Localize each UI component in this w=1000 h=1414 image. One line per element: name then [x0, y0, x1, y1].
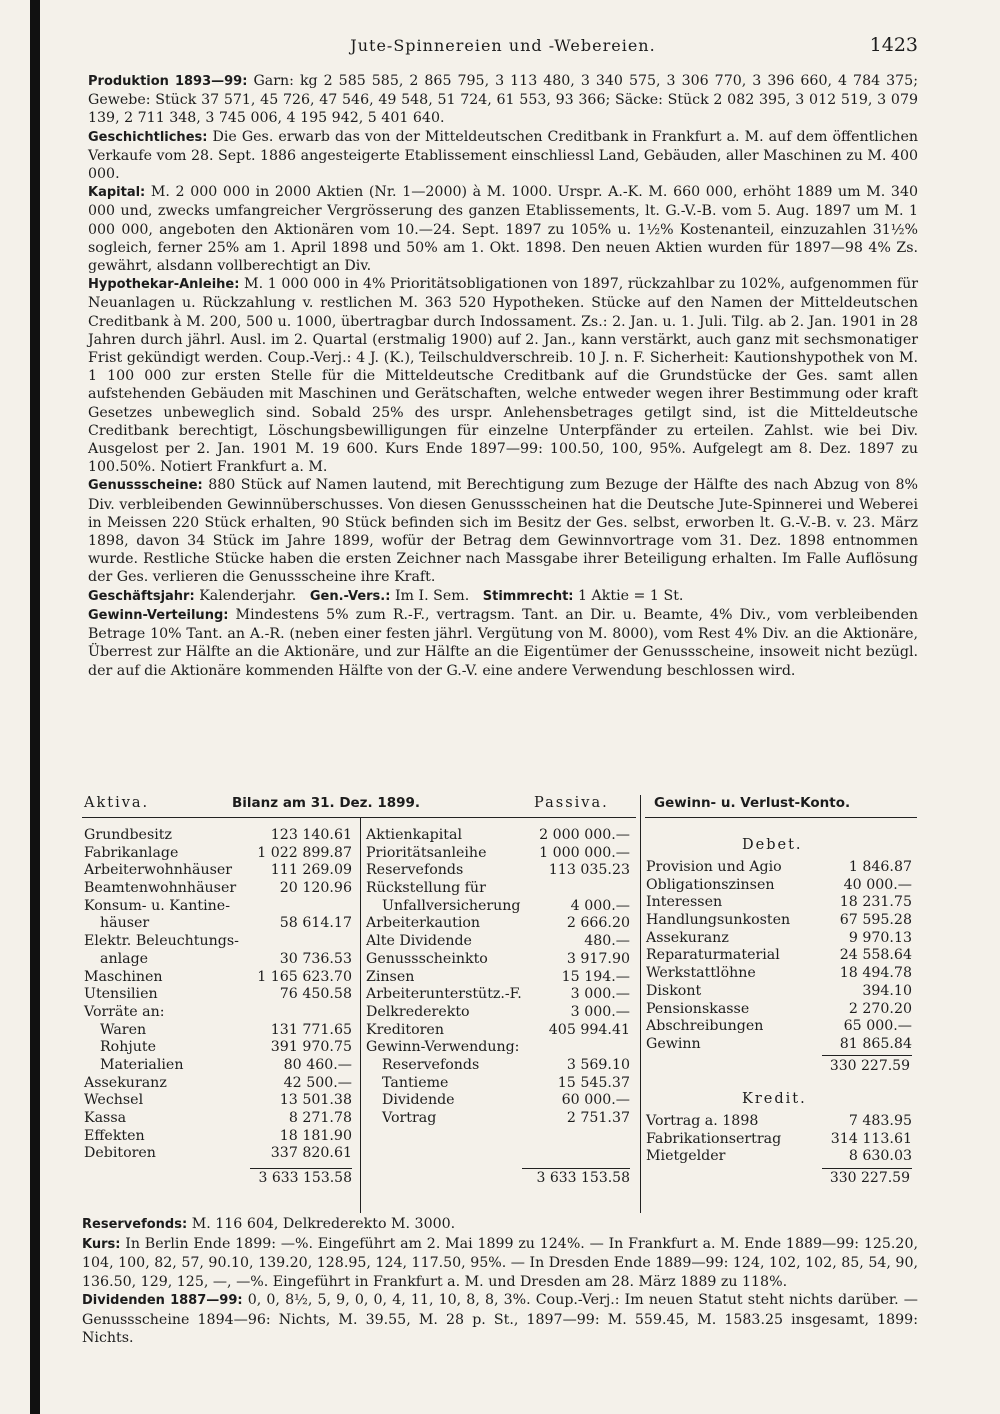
ledger-row [84, 1022, 352, 1040]
ledger-value: 113 035.23 [548, 862, 630, 879]
ledger-label: Arbeiterunterstütz.-F. [366, 986, 522, 1003]
ledger-row [84, 1110, 352, 1128]
ledger-value: 15 545.37 [557, 1074, 630, 1091]
ledger-row [646, 877, 912, 895]
ledger-row [84, 1145, 352, 1163]
aktiva-total: 3 633 153.58 [258, 1170, 352, 1186]
ledger-value: 131 771.65 [270, 1021, 352, 1038]
ledger-value: 18 231.75 [839, 894, 912, 911]
kredit-list [646, 1113, 912, 1166]
ledger-row [366, 898, 630, 916]
ledger-value: 24 558.64 [839, 947, 912, 964]
ledger-value: 7 483.95 [848, 1113, 912, 1129]
ledger-label: Assekuranz [646, 929, 729, 946]
ledger-label: Reservefonds [382, 1056, 480, 1073]
gv-top-rule [645, 817, 917, 818]
ledger-label: anlage [100, 950, 149, 967]
ledger-label: Tantieme [382, 1074, 449, 1091]
ledger-label: Fabrikanlage [84, 844, 179, 861]
ledger-row [84, 969, 352, 987]
ledger-row [84, 845, 352, 863]
section-geschaeftsjahr: Geschäftsjahr: Kalenderjahr. Gen.-Vers.: Im I. Sem. Stimmrecht: 1 Aktie = 1 St. [88, 587, 684, 604]
ledger-label: Elektr. Beleuchtungs- [84, 933, 239, 950]
ledger-label: Aktienkapital [366, 827, 462, 843]
balance-title: Bilanz am 31. Dez. 1899. [232, 795, 421, 811]
ledger-value: 3 569.10 [566, 1056, 630, 1073]
ledger-label: Handlungsunkosten [646, 912, 791, 929]
ledger-row [366, 1022, 630, 1040]
ledger-label: Gewinn-Verwendung: [366, 1039, 520, 1056]
ledger-row [366, 1110, 630, 1128]
kredit-sum-rule [822, 1168, 912, 1169]
ledger-row [84, 933, 352, 951]
ledger-row [366, 915, 630, 933]
page-number: 1423 [869, 34, 918, 56]
ledger-label: Reservefonds [366, 862, 464, 879]
ledger-row [646, 930, 912, 948]
ledger-label: Zinsen [366, 968, 415, 985]
ledger-value: 123 140.61 [270, 827, 352, 843]
ledger-value: 20 120.96 [279, 880, 352, 897]
ledger-label: Gewinn [646, 1035, 701, 1052]
gv-divider [640, 795, 641, 1213]
ledger-row [84, 1128, 352, 1146]
aktiva-list [84, 827, 352, 1163]
ledger-row [646, 1131, 912, 1149]
balance-sheet [82, 795, 918, 1213]
ledger-row [646, 947, 912, 965]
ledger-label: Unfallversicherung [382, 897, 521, 914]
ledger-value: 2 270.20 [848, 1000, 912, 1017]
ledger-label: Dividende [382, 1092, 455, 1109]
ledger-label: Obligationszinsen [646, 876, 775, 893]
ledger-row [366, 1039, 630, 1057]
ledger-row [646, 1113, 912, 1131]
ledger-value: 394.10 [862, 982, 912, 999]
ledger-row [84, 951, 352, 969]
note-reservefonds: Reservefonds: M. 116 604, Delkrederekto M. 3000. [82, 1216, 456, 1232]
ledger-label: Diskont [646, 982, 702, 999]
ledger-value: 314 113.61 [830, 1130, 912, 1147]
debet-list [646, 859, 912, 1054]
ledger-value: 405 994.41 [548, 1021, 630, 1038]
ledger-label: Grundbesitz [84, 827, 172, 843]
ledger-row [84, 1075, 352, 1093]
ledger-row [366, 880, 630, 898]
ledger-value: 65 000.— [843, 1018, 912, 1035]
ledger-row [646, 1148, 912, 1166]
ledger-value: 76 450.58 [279, 986, 352, 1003]
ledger-label: Genussscheinkto [366, 950, 488, 967]
ledger-label: Arbeiterkaution [366, 915, 481, 932]
ledger-label: Mietgelder [646, 1148, 726, 1165]
passiva-label: Passiva. [534, 795, 609, 811]
ledger-label: Vorräte an: [84, 1003, 165, 1020]
ledger-row [366, 969, 630, 987]
ledger-value: 111 269.09 [270, 862, 352, 879]
ledger-label: Utensilien [84, 986, 158, 1003]
ledger-row [646, 965, 912, 983]
ledger-value: 58 614.17 [279, 915, 352, 932]
debet-label: Debet. [742, 837, 803, 853]
ledger-label: Beamtenwohnhäuser [84, 880, 237, 897]
ledger-row [84, 1004, 352, 1022]
kredit-label: Kredit. [742, 1091, 807, 1107]
ledger-label: Kreditoren [366, 1021, 444, 1038]
ledger-row [84, 986, 352, 1004]
ledger-value: 8 271.78 [288, 1110, 352, 1126]
ledger-value: 15 194.— [561, 968, 630, 985]
ledger-value: 40 000.— [843, 876, 912, 893]
ledger-row [366, 1004, 630, 1022]
kredit-total: 330 227.59 [829, 1170, 910, 1186]
ledger-label: Rückstellung für [366, 880, 486, 897]
ledger-label: häuser [100, 915, 150, 932]
ledger-value: 9 970.13 [848, 929, 912, 946]
ledger-label: Materialien [100, 1056, 184, 1073]
section-produktion: Produktion 1893—99: Garn: kg 2 585 585, 2 865 795, 3 113 480, 3 340 575, 3 306 770, 3 396 660, 4 784 375; Gewebe: Stück 37 571, 45 726, 47 546, 49 548, 51 724, 61 553, 93 366; Säcke: Stück 2 082 395, 3 012 519, 3 079 139, 2 711 348, 3 745 006, 4 195 942, 5 401 640. [88, 73, 918, 127]
ledger-row [646, 1036, 912, 1054]
ledger-label: Delkrederekto [366, 1003, 470, 1020]
debet-sum-rule [822, 1055, 912, 1056]
ledger-value: 391 970.75 [270, 1039, 352, 1056]
ledger-value: 67 595.28 [839, 912, 912, 929]
ledger-label: Reparaturmaterial [646, 947, 780, 964]
ledger-row [366, 986, 630, 1004]
ledger-row [366, 827, 630, 845]
ledger-value: 337 820.61 [270, 1145, 352, 1162]
balance-top-rule [82, 817, 636, 818]
ledger-label: Alte Dividende [366, 933, 472, 950]
page-header [88, 36, 918, 60]
ledger-row [84, 1057, 352, 1075]
ledger-value: 2 751.37 [566, 1110, 630, 1126]
ledger-value: 1 022 899.87 [257, 844, 352, 861]
ledger-row [366, 1057, 630, 1075]
aktiva-sum-rule [250, 1168, 352, 1169]
ledger-value: 42 500.— [283, 1074, 352, 1091]
ledger-row [84, 880, 352, 898]
ledger-label: Wechsel [84, 1092, 144, 1109]
ledger-row [646, 912, 912, 930]
ledger-value: 4 000.— [570, 897, 630, 914]
ledger-value: 1 846.87 [848, 859, 912, 875]
ledger-label: Werkstattlöhne [646, 965, 756, 982]
ledger-row [646, 1018, 912, 1036]
passiva-total: 3 633 153.58 [536, 1170, 630, 1186]
ledger-label: Assekuranz [84, 1074, 167, 1091]
ledger-label: Vortrag [382, 1110, 437, 1126]
note-kurs: Kurs: In Berlin Ende 1899: —%. Eingeführt am 2. Mai 1899 zu 124%. — In Frankfurt a. M. Ende 1889—99: 125.20, 104, 100, 82, 57, 90.10, 139.20, 128.95, 124, 117.50, 95%. — In Dresden Ende 1889—99: 124, 102, 102, 85, 54, 90, 136.50, 129, 125, —, —%. Eingeführt in Frankfurt a. M. und Dresden am 28. März 1889 zu 118%. [82, 1235, 918, 1290]
section-gewinn-verteilung: Gewinn-Verteilung: Mindestens 5% zum R.-F., vertragsm. Tant. an Dir. u. Beamte, 4% Div., vom verbleibenden Betrage 10% Tant. an A.-R. (neben einer festen jährl. Vergütung von M. 8000), vom Rest 4% Div. an die Aktionäre, Überrest zur Hälfte an die Aktionäre, und zur Hälfte an die Eigentümer der Genussscheine, insoweit nicht bezügl. der auf die Aktionäre kommenden Hälfte von der G.-V. eine andere Verwendung beschlossen wird. [88, 606, 918, 679]
ledger-row [84, 915, 352, 933]
ledger-label: Fabrikationsertrag [646, 1130, 782, 1147]
passiva-list [366, 827, 630, 1128]
text-body [88, 72, 918, 680]
ledger-value: 3 000.— [570, 1003, 630, 1020]
ledger-row [84, 898, 352, 916]
ledger-value: 80 460.— [283, 1056, 352, 1073]
ledger-label: Abschreibungen [646, 1018, 764, 1035]
ledger-value: 60 000.— [561, 1092, 630, 1109]
ledger-row [646, 1001, 912, 1019]
note-dividenden: Dividenden 1887—99: 0, 0, 8½, 5, 9, 0, 0, 4, 11, 10, 8, 8, 3%. Coup.-Verj.: Im neuen Statut steht nichts darüber. — Genussscheine 1894—96: Nichts, M. 39.55, M. 28 p. St., 1897—99: M. 559.45, M. 1583.25 insgesamt, 1899: Nichts. [82, 1292, 918, 1346]
ledger-label: Rohjute [100, 1039, 156, 1056]
passiva-sum-rule [522, 1168, 630, 1169]
section-kapital: Kapital: M. 2 000 000 in 2000 Aktien (Nr. 1—2000) à M. 1000. Urspr. A.-K. M. 660 000, erhöht 1889 um M. 340 000 und, zwecks umfangreicher Vergrösserung des ganzen Etablissements, lt. G.-V.-B. vom 5. Aug. 1897 um M. 1 000 000, angeboten den Aktionären vom 10.—24. Sept. 1897 zu 105% u. 1½% Kostenanteil, einzuzahlen 31½% sogleich, ferner 25% am 1. April 1898 und 50% am 1. Okt. 1898. Den neuen Aktien wurden für 1897—98 4% Zs. gewährt, alsdann vollberechtigt an Div. [88, 184, 918, 275]
ledger-value: 18 494.78 [839, 965, 912, 982]
ledger-label: Arbeiterwohnhäuser [84, 862, 233, 879]
ledger-label: Konsum- u. Kantine- [84, 897, 230, 914]
ledger-label: Prioritätsanleihe [366, 844, 487, 861]
aktiva-label: Aktiva. [84, 795, 150, 811]
ledger-row [84, 862, 352, 880]
binding-edge [30, 0, 40, 1414]
ledger-label: Maschinen [84, 968, 163, 985]
ledger-value: 480.— [584, 933, 630, 950]
ledger-row [84, 1092, 352, 1110]
ledger-label: Vortrag a. 1898 [646, 1113, 759, 1129]
ledger-row [84, 1039, 352, 1057]
ledger-row [366, 1075, 630, 1093]
ledger-value: 2 000 000.— [539, 827, 630, 843]
ledger-label: Interessen [646, 894, 723, 911]
ledger-value: 13 501.38 [279, 1092, 352, 1109]
ledger-value: 1 165 623.70 [257, 968, 352, 985]
section-genussscheine: Genussscheine: 880 Stück auf Namen lautend, mit Berechtigung zum Bezuge der Hälfte des nach Abzug von 8% Div. verbleibenden Gewinnüberschusses. Von diesen Genussscheinen hat die Deutsche Jute-Spinnerei und Weberei in Meissen 220 Stück erhalten, 90 Stück befinden sich im Besitz der Ges. selbst, erworben lt. G.-V.-B. v. 23. März 1898, davon 34 Stück im Jahre 1899, wofür der Betrag dem Gewinnvortrage vom 31. Dez. 1898 entnommen wurde. Restliche Stücke haben die ersten Zeichner nach Massgabe ihrer Beteiligung erhalten. Im Falle Auflösung der Ges. verlieren die Genussscheine ihre Kraft. [88, 477, 919, 586]
footer-notes [82, 1215, 918, 1348]
ledger-row [366, 845, 630, 863]
running-title: Jute-Spinnereien und -Webereien. [350, 36, 656, 55]
ledger-label: Debitoren [84, 1145, 156, 1162]
ledger-label: Provision und Agio [646, 859, 782, 875]
ledger-row [84, 827, 352, 845]
ledger-value: 30 736.53 [279, 950, 352, 967]
ledger-row [366, 862, 630, 880]
balance-divider [360, 817, 361, 1213]
ledger-row [366, 951, 630, 969]
section-hypothekar-anleihe: Hypothekar-Anleihe: M. 1 000 000 in 4% Prioritätsobligationen von 1897, rückzahlbar zu 102%, aufgenommen für Neuanlagen u. Rückzahlung v. restlichen M. 363 520 Hypotheken. Stücke auf den Namen der Mitteldeutschen Creditbank à M. 200, 500 u. 1000, übertragbar durch Indossament. Zs.: 2. Jan. u. 1. Juli. Tilg. ab 2. Jan. 1901 in 28 Jahren durch jährl. Ausl. im 2. Quartal (erstmalig 1900) auf 2. Jan., kann verstärkt, auch ganz mit sechsmonatiger Frist gekündigt werden. Coup.-Verj.: 4 J. (K.), Teilschuldverschreib. 10 J. n. F. Sicherheit: Kautionshypothek von M. 1 100 000 zur ersten Stelle für die Mitteldeutsche Creditbank auf die Grundstücke der Ges. samt allen aufstehenden Gebäuden mit Maschinen und Gerätschaften, welche entweder wegen ihrer Bestimmung oder kraft Gesetzes unbeweglich sind. Sobald 25% des urspr. Anlehensbetrages getilgt sind, ist die Mitteldeutsche Creditbank berechtigt, Löschungsbewilligungen für einzelne Unterpfänder zu erteilen. Zahlst. wie bei Div. Ausgelost per 2. Jan. 1901 M. 19 600. Kurs Ende 1897—99: 100.50, 100, 95%. Aufgelegt am 8. Dez. 1897 zu 100.50%. Notiert Frankfurt a. M. [88, 276, 919, 476]
ledger-label: Effekten [84, 1127, 145, 1144]
ledger-label: Kassa [84, 1110, 127, 1126]
ledger-row [646, 983, 912, 1001]
ledger-value: 2 666.20 [566, 915, 630, 932]
ledger-value: 18 181.90 [279, 1127, 352, 1144]
ledger-row [646, 859, 912, 877]
ledger-value: 3 917.90 [566, 950, 630, 967]
ledger-row [366, 1092, 630, 1110]
ledger-value: 8 630.03 [848, 1148, 912, 1165]
ledger-value: 3 000.— [570, 986, 630, 1003]
debet-total: 330 227.59 [829, 1058, 910, 1074]
ledger-row [646, 894, 912, 912]
gv-title: Gewinn- u. Verlust-Konto. [654, 795, 851, 811]
ledger-row [366, 933, 630, 951]
ledger-value: 81 865.84 [839, 1035, 912, 1052]
section-geschichtliches: Geschichtliches: Die Ges. erwarb das von der Mitteldeutschen Creditbank in Frankfurt a. M. auf dem öffentlichen Verkaufe vom 28. Sept. 1886 angesteigerte Etablissement einschliessl Land, Gebäuden, aller Maschinen zu M. 400 000. [88, 128, 918, 183]
ledger-label: Pensionskasse [646, 1000, 750, 1017]
ledger-value: 1 000 000.— [539, 844, 630, 861]
ledger-label: Waren [100, 1021, 147, 1038]
